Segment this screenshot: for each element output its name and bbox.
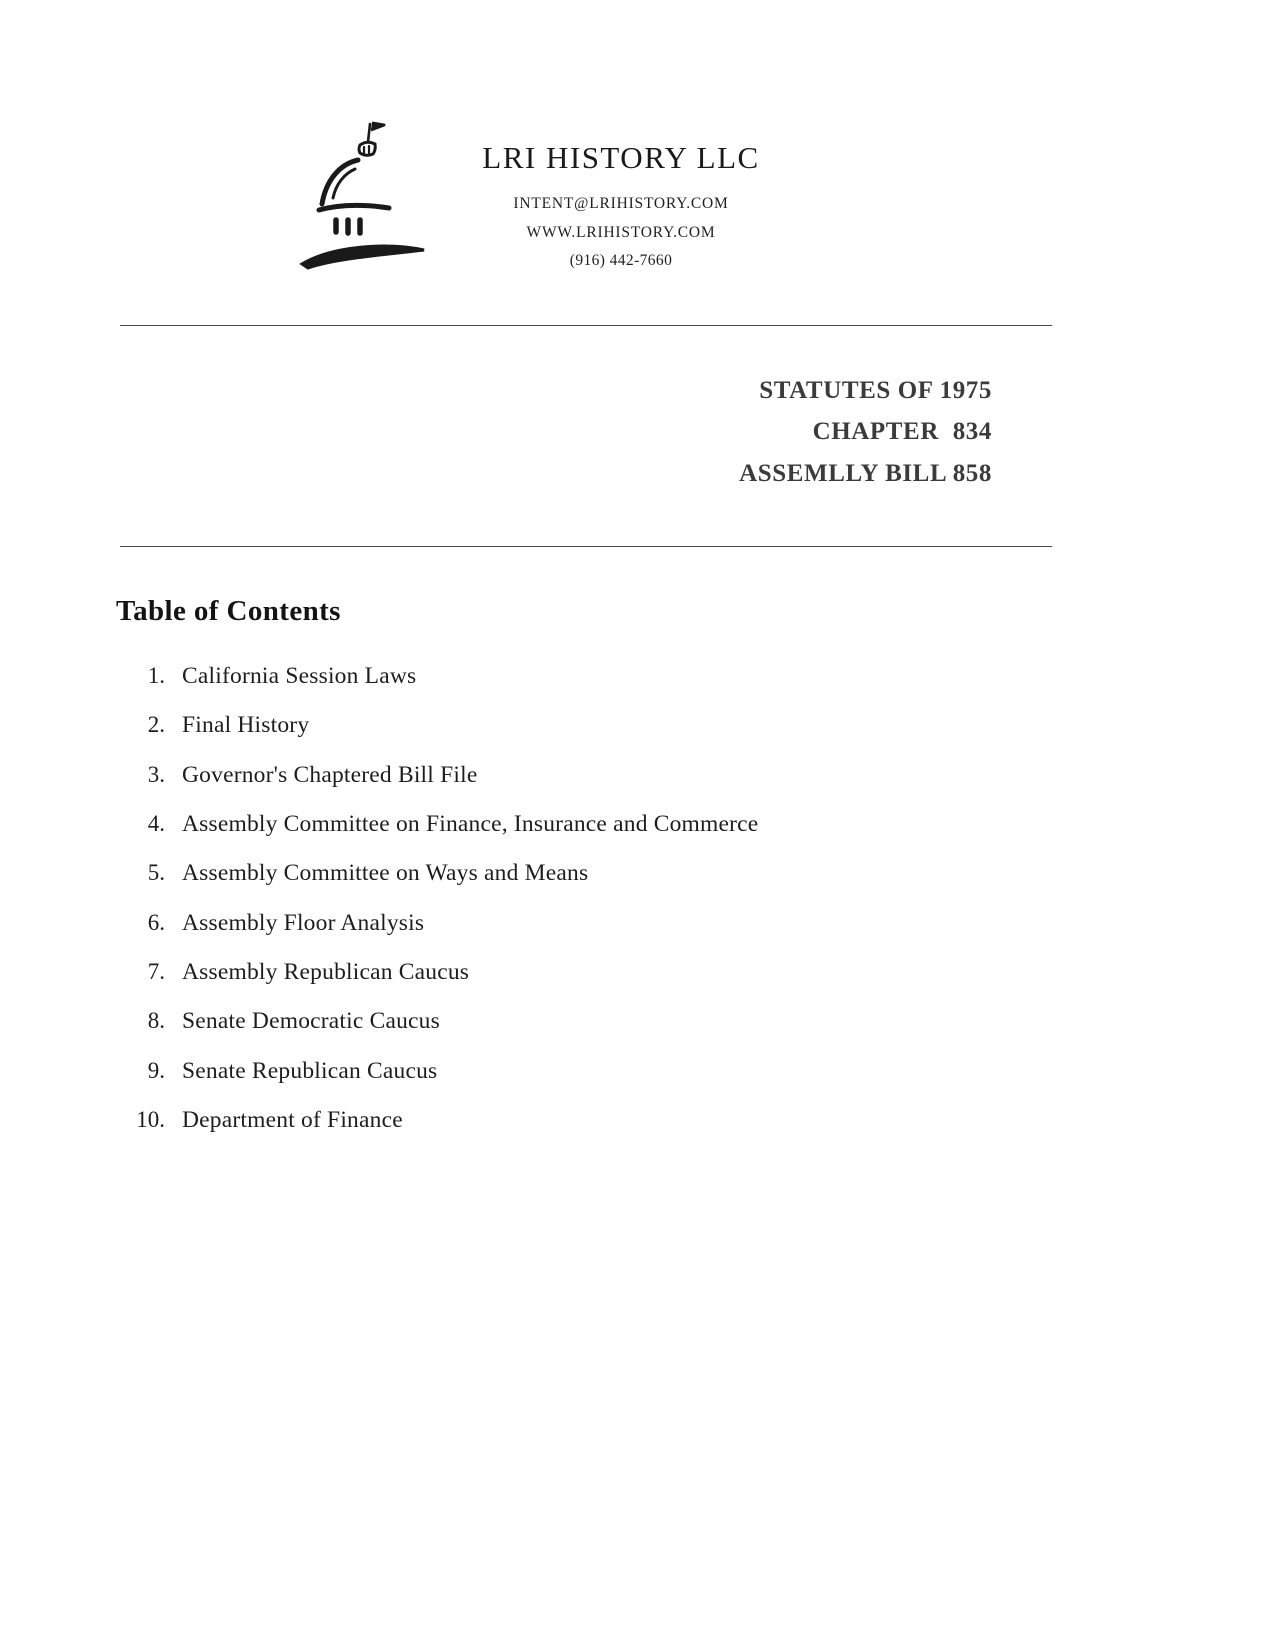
toc-item-number: 10. (136, 1107, 165, 1133)
company-website: WWW.LRIHISTORY.COM (526, 223, 716, 241)
toc-item-number: 6. (147, 909, 165, 935)
statutes-line: STATUTES OF 1975 (759, 377, 992, 404)
toc-item-label: Governor's Chaptered Bill File (182, 761, 478, 788)
toc-item (0, 810, 1276, 839)
company-phone: (916) 442-7660 (569, 252, 673, 270)
toc-item-label: Senate Republican Caucus (182, 1057, 438, 1084)
toc-item (0, 1057, 1276, 1086)
toc-item-label: Assembly Committee on Finance, Insurance and Commerce (182, 810, 759, 837)
horizontal-rule-bottom (120, 546, 1052, 547)
toc-item-number: 4. (147, 810, 165, 836)
letterhead (0, 0, 1276, 283)
toc-item-label: California Session Laws (182, 662, 417, 689)
toc-item-number: 8. (147, 1008, 165, 1034)
toc-item-label: Senate Democratic Caucus (182, 1008, 440, 1035)
toc-item-number: 5. (147, 860, 165, 886)
toc-item-label: Assembly Floor Analysis (182, 909, 425, 936)
assembly-bill-line: ASSEMLLY BILL 858 (739, 459, 992, 487)
toc-item-number: 7. (147, 959, 165, 984)
toc-list (0, 662, 1276, 1136)
toc-item-label: Department of Finance (182, 1107, 403, 1134)
company-email: INTENT@LRIHISTORY.COM (513, 195, 729, 212)
toc-item (0, 761, 1276, 790)
toc-item-label: Final History (182, 712, 310, 739)
horizontal-rule-top (120, 325, 1052, 326)
title-block (0, 370, 1276, 494)
toc-item (0, 1007, 1276, 1036)
toc-item (0, 909, 1276, 938)
toc-item-number: 1. (147, 662, 165, 688)
toc-heading: Table of Contents (116, 594, 341, 627)
letterhead-text-block (476, 118, 766, 276)
toc-item (0, 662, 1276, 691)
toc-item (0, 1106, 1276, 1135)
capitol-dome-logo-icon (292, 118, 442, 283)
company-name: LRI HISTORY LLC (482, 140, 760, 175)
toc-item-label: Assembly Committee on Ways and Means (182, 860, 589, 887)
toc-item (0, 958, 1276, 987)
chapter-line: CHAPTER 834 (812, 418, 992, 446)
toc-item-number: 2. (147, 712, 165, 738)
toc-item (0, 859, 1276, 888)
toc-item (0, 711, 1276, 740)
toc-item-number: 9. (147, 1057, 165, 1083)
toc-item-label: Assembly Republican Caucus (182, 959, 470, 985)
toc-item-number: 3. (147, 761, 165, 787)
